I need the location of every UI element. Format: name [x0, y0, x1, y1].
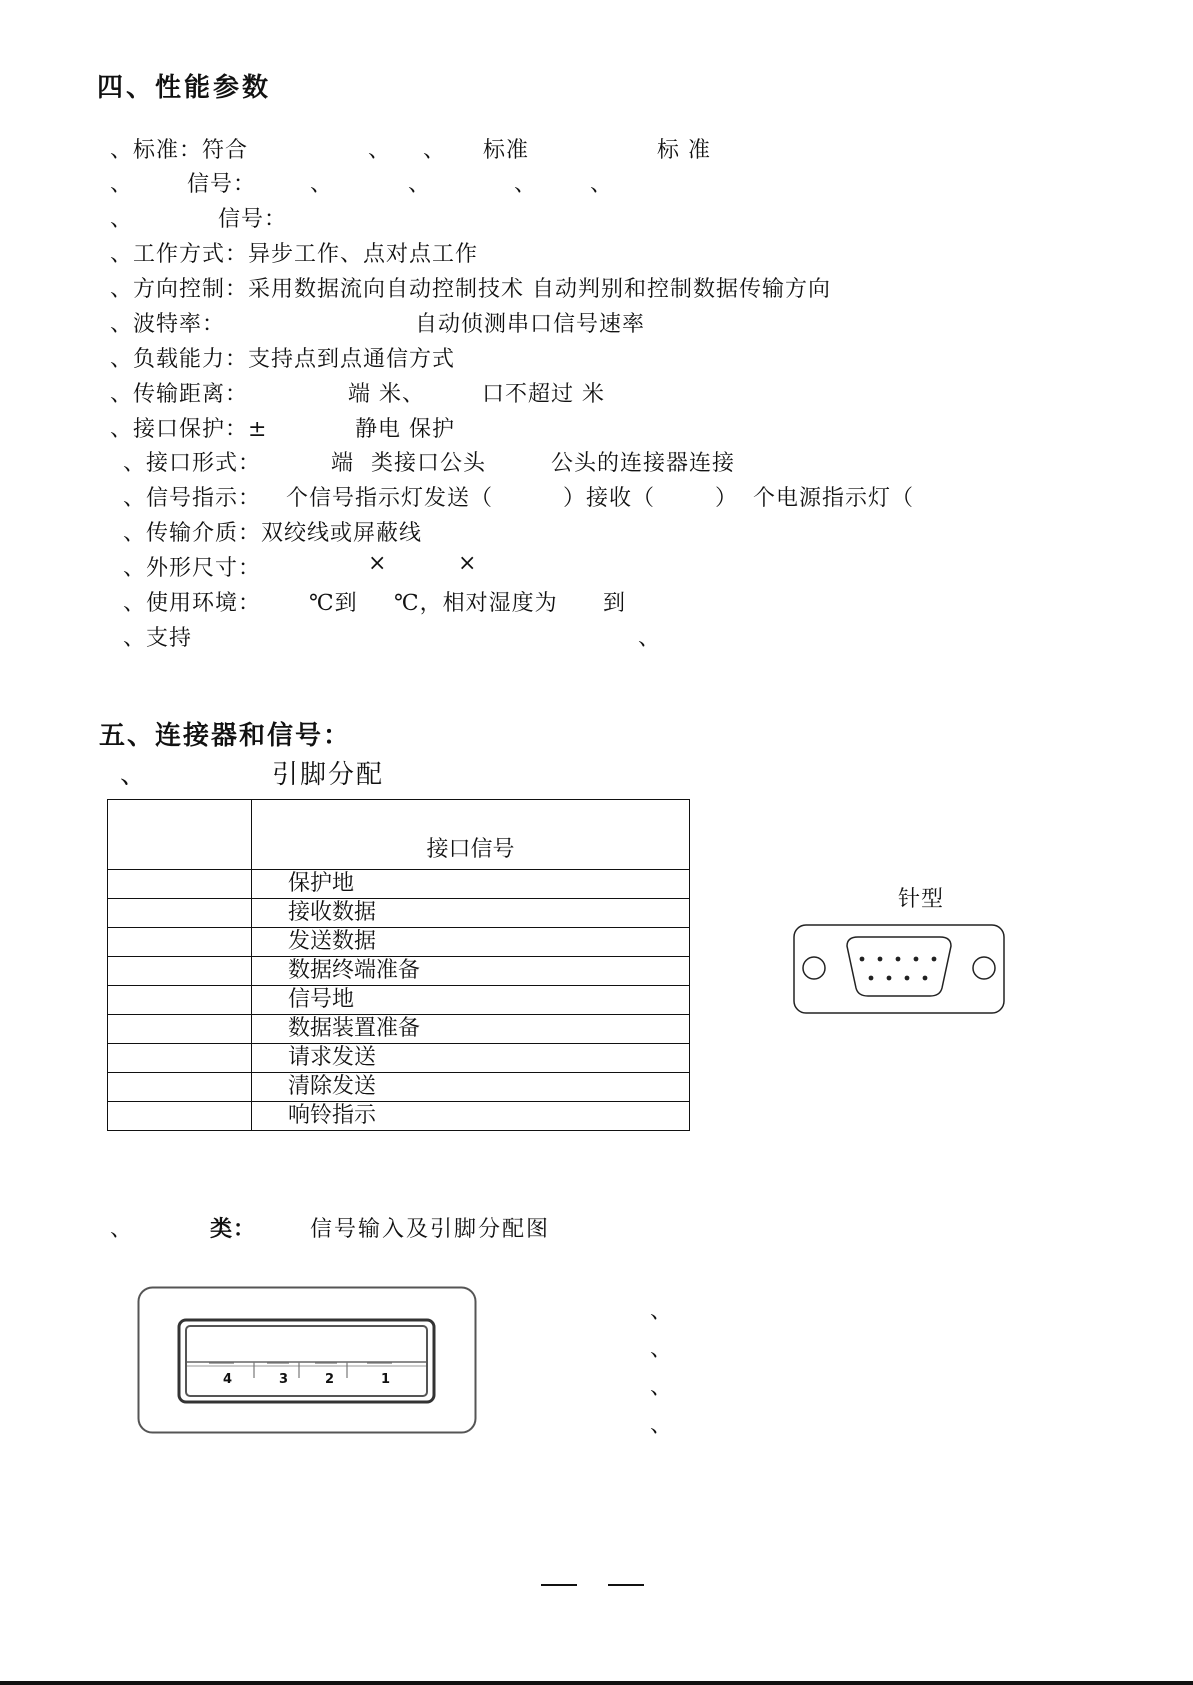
spec-text: ）	[715, 486, 739, 511]
pin-list-item: 、	[650, 1337, 674, 1362]
table-row	[108, 1102, 690, 1131]
spec-line-indicator	[123, 481, 1023, 512]
spec-text: ）接收（	[563, 486, 656, 511]
page-number-dash-right	[608, 1584, 644, 1586]
table-cell-signal: 保护地	[252, 870, 690, 899]
pin-list-item: 、	[650, 1299, 674, 1324]
table-row	[108, 986, 690, 1015]
table-cell-signal: 数据终端准备	[252, 957, 690, 986]
table-header-signal: 接口信号	[252, 800, 690, 870]
spec-text: 标准	[483, 138, 530, 163]
spec-line-signal-2	[110, 202, 410, 233]
table-row	[108, 899, 690, 928]
table-cell-pin	[108, 928, 252, 957]
spec-text: 、接口保护：±	[110, 417, 268, 442]
spec-line-distance	[110, 377, 710, 408]
table-cell-pin	[108, 1073, 252, 1102]
table-cell-signal: 请求发送	[252, 1044, 690, 1073]
spec-text: 到	[603, 591, 627, 616]
spec-text: 端 米、	[348, 382, 425, 407]
spec-line-load: 、负载能力：支持点到点通信方式	[110, 347, 456, 372]
table-cell-signal: 发送数据	[252, 928, 690, 957]
spec-text: 、	[423, 138, 447, 163]
table-row	[108, 870, 690, 899]
sub-prefix: 、	[120, 760, 149, 790]
spec-text: 、传输距离：	[110, 382, 249, 407]
spec-text: 个信号指示灯发送（	[286, 486, 494, 511]
spec-text: ×	[368, 551, 388, 576]
table-row	[108, 1073, 690, 1102]
table-row	[108, 928, 690, 957]
table-cell-signal: 数据装置准备	[252, 1015, 690, 1044]
spec-text: ℃到	[309, 591, 358, 616]
spec-text: 静电 保护	[355, 417, 455, 442]
spec-text: 自动侦测串口信号速率	[415, 312, 646, 337]
spec-text: 口不超过 米	[482, 382, 605, 407]
spec-text: 、	[590, 172, 614, 197]
spec-text: 、支持	[123, 626, 193, 651]
table-cell-pin	[108, 986, 252, 1015]
spec-text: 、标准：符合	[110, 138, 249, 163]
spec-line-protection	[110, 412, 710, 443]
spec-text: 、信号指示：	[123, 486, 262, 511]
sub-text: 引脚分配	[272, 760, 385, 790]
spec-line-signal-1	[110, 167, 710, 198]
spec-text: 、	[110, 172, 134, 197]
usb-connector-diagram	[137, 1286, 477, 1434]
sub-bold: 类：	[210, 1217, 257, 1242]
table-cell-pin	[108, 1015, 252, 1044]
spec-text: 、接口形式：	[123, 451, 262, 476]
spec-line-standard	[110, 133, 711, 164]
table-row	[108, 1015, 690, 1044]
spec-text: 、	[514, 172, 538, 197]
spec-text: 个电源指示灯（	[753, 486, 915, 511]
table-cell-pin	[108, 957, 252, 986]
spec-line-medium: 、传输介质：双绞线或屏蔽线	[123, 521, 423, 546]
spec-text: 、	[368, 138, 392, 163]
usb-port-icon	[137, 1286, 477, 1434]
spec-line-support	[123, 621, 723, 652]
spec-text: 类接口公头	[371, 451, 487, 476]
table-cell-pin	[108, 1044, 252, 1073]
page-number-dash-left	[541, 1584, 577, 1586]
spec-line-environment	[123, 586, 723, 617]
spec-text: 、使用环境：	[123, 591, 262, 616]
spec-text: 标 准	[657, 138, 711, 163]
table-cell-signal: 清除发送	[252, 1073, 690, 1102]
sub-prefix: 、	[110, 1217, 134, 1242]
spec-text: 、	[408, 172, 432, 197]
spec-line-interface	[123, 446, 823, 477]
table-cell-pin	[108, 899, 252, 928]
section-title-performance: 四、性能参数	[97, 73, 272, 103]
pin-list-item: 、	[650, 1375, 674, 1400]
spec-text: 、	[310, 172, 334, 197]
table-cell-pin	[108, 800, 252, 870]
usb-pin-label: 1	[381, 1372, 391, 1387]
table-row	[108, 1044, 690, 1073]
page-bottom-rule	[0, 1681, 1193, 1685]
db9-connector-icon	[792, 922, 1006, 1015]
connector-label: 针型	[898, 887, 945, 912]
spec-text: 、	[638, 626, 662, 651]
table-cell-signal: 响铃指示	[252, 1102, 690, 1131]
spec-text: ×	[458, 551, 478, 576]
table-cell-pin	[108, 1102, 252, 1131]
table-header-row	[108, 800, 690, 870]
subheading-pin-assignment	[120, 754, 520, 791]
pin-assignment-table	[107, 799, 690, 1131]
spec-line-size	[123, 551, 623, 582]
pin-list-item: 、	[650, 1413, 674, 1438]
spec-text: 信号：	[218, 207, 288, 232]
sub-text: 信号输入及引脚分配图	[310, 1217, 551, 1242]
spec-text: 信号：	[187, 172, 257, 197]
usb-pin-label: 3	[279, 1372, 289, 1387]
table-cell-signal: 接收数据	[252, 899, 690, 928]
usb-pin-label: 4	[223, 1372, 233, 1387]
table-cell-pin	[108, 870, 252, 899]
spec-line-baud	[110, 307, 710, 338]
spec-text: ℃，相对湿度为	[394, 591, 558, 616]
subheading-usb-signal	[110, 1212, 710, 1243]
spec-line-direction: 、方向控制：采用数据流向自动控制技术 自动判别和控制数据传输方向	[110, 277, 831, 302]
usb-pin-label: 2	[325, 1372, 335, 1387]
spec-text: 、波特率：	[110, 312, 226, 337]
spec-line-work-mode: 、工作方式：异步工作、点对点工作	[110, 242, 479, 267]
section-title-connector: 五、连接器和信号：	[99, 721, 352, 751]
table-cell-signal: 信号地	[252, 986, 690, 1015]
table-row	[108, 957, 690, 986]
spec-text: 公头的连接器连接	[551, 451, 736, 476]
spec-text: 、	[110, 207, 134, 232]
spec-text: 端	[331, 451, 355, 476]
spec-text: 、外形尺寸：	[123, 556, 262, 581]
